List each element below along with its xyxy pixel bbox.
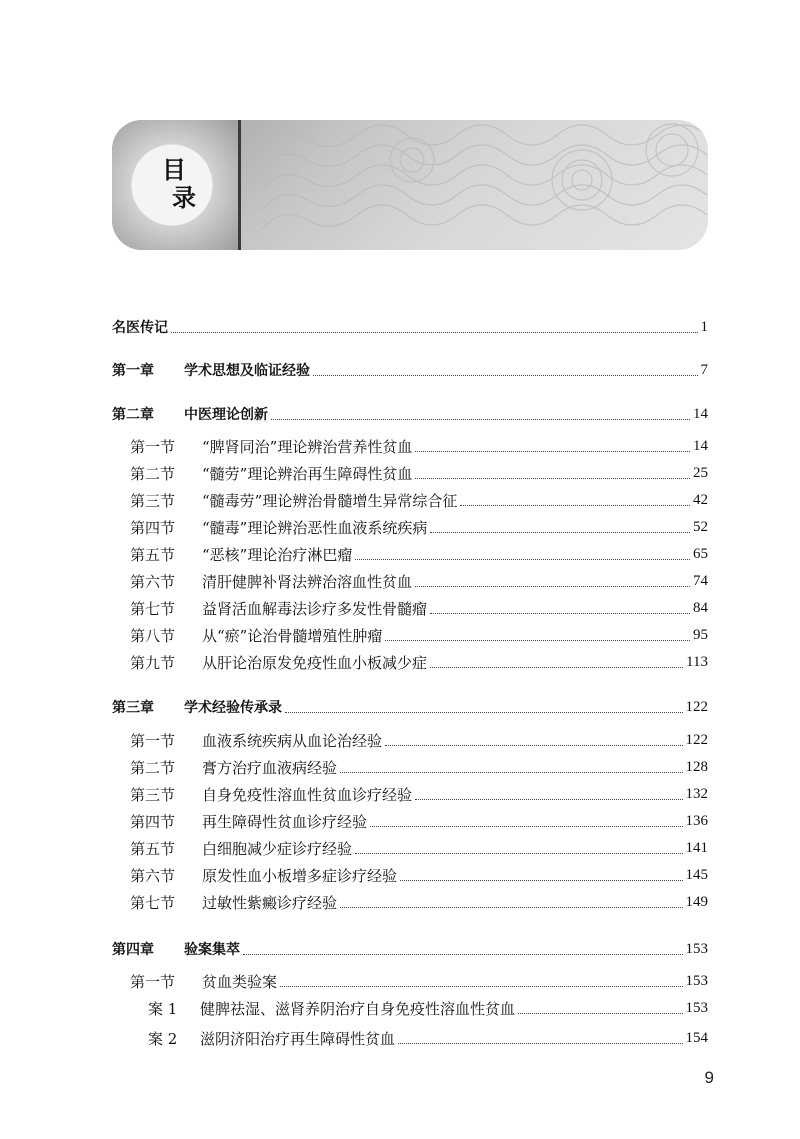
toc-entry-title: 学术经验传承录 [184,700,282,716]
toc-entry-title: “髓毒”理论辨治恶性血液系统疾病 [202,518,428,537]
toc-entry-number: 第六节 [130,572,176,591]
toc-entry-page: 95 [693,626,708,643]
toc-entry-title: “恶核”理论治疗淋巴瘤 [202,545,353,564]
dot-leader [415,799,682,800]
toc-entry-page: 113 [686,653,708,670]
dot-leader [280,986,682,987]
dot-leader [243,954,683,955]
banner-divider [238,120,241,250]
toc-entry[interactable] [112,781,708,807]
toc-entry-number: 第七节 [130,599,176,618]
toc-entry-title: 健脾祛湿、滋肾养阴治疗自身免疫性溶血性贫血 [200,999,516,1018]
toc-entry-page: 42 [693,491,708,508]
toc-entry[interactable] [112,314,708,340]
dot-leader [340,907,682,908]
toc-entry-page: 122 [685,698,708,715]
toc-entry[interactable] [112,541,708,567]
toc-entry-number: 第二章 [112,407,154,423]
toc-entry-page: 14 [693,437,708,454]
toc-entry-page: 128 [685,758,708,775]
page-title-char-1: 目 [162,156,186,184]
dot-leader [430,532,690,533]
toc-entry[interactable] [112,649,708,675]
toc-entry-number: 第七节 [130,893,176,912]
toc-entry[interactable] [112,727,708,753]
toc-entry-page: 84 [693,599,708,616]
toc-entry-number: 第二节 [130,464,176,483]
toc-entry[interactable] [112,595,708,621]
toc-entry-page: 7 [700,361,708,378]
toc-entry-page: 74 [693,572,708,589]
toc-entry-page: 14 [693,405,708,422]
toc-entry-title: 名医传记 [112,320,168,336]
toc-entry-page: 145 [685,866,708,883]
toc-entry[interactable] [112,889,708,915]
toc-entry[interactable] [112,808,708,834]
dot-leader [430,667,683,668]
toc-entry-number: 案 2 [148,1029,178,1048]
toc-entry[interactable] [112,936,708,962]
toc-entry-page: 25 [693,464,708,481]
page-title-char-2: 录 [172,184,196,212]
toc-entry-title: 益肾活血解毒法诊疗多发性骨髓瘤 [202,599,428,618]
toc-entry-number: 第八节 [130,626,176,645]
dot-leader [518,1013,682,1014]
page-title [154,156,194,212]
toc-entry-page: 1 [700,318,708,335]
page-number: 9 [704,1068,714,1087]
toc-entry-title: 过敏性紫癜诊疗经验 [202,893,338,912]
toc-entry-number: 第三节 [130,491,176,510]
toc-entry-number: 第四章 [112,942,154,958]
toc-entry[interactable] [112,995,708,1021]
toc-entry-page: 52 [693,518,708,535]
toc-entry-title: 中医理论创新 [184,407,268,423]
dot-leader [415,478,690,479]
toc-entry-title: 血液系统疾病从血论治经验 [202,731,383,750]
toc-entry-number: 第九节 [130,653,176,672]
dot-leader [385,640,690,641]
toc-entry-title: 贫血类验案 [202,972,278,991]
toc-entry-number: 第一章 [112,363,154,379]
toc-entry-number: 第四节 [130,812,176,831]
toc-entry-title: 自身免疫性溶血性贫血诊疗经验 [202,785,413,804]
toc-entry[interactable] [112,968,708,994]
toc-entry-title: “脾肾同治”理论辨治营养性贫血 [202,437,413,456]
toc-entry-page: 132 [685,785,708,802]
toc-entry[interactable] [112,835,708,861]
toc-entry-title: “髓劳”理论辨治再生障碍性贫血 [202,464,413,483]
toc-entry[interactable] [112,694,708,720]
dot-leader [398,1043,682,1044]
toc-entry-page: 153 [685,940,708,957]
toc-entry-title: 验案集萃 [184,942,240,958]
toc-entry[interactable] [112,460,708,486]
toc-entry-title: 白细胞减少症诊疗经验 [202,839,353,858]
toc-entry-page: 65 [693,545,708,562]
toc-entry-title: “髓毒劳”理论辨治骨髓增生异常综合征 [202,491,458,510]
dot-leader [340,772,682,773]
dot-leader [415,451,690,452]
toc-entry[interactable] [112,622,708,648]
toc-entry-page: 154 [685,1029,708,1046]
toc-entry-number: 第一节 [130,731,176,750]
toc-entry[interactable] [112,401,708,427]
toc-entry[interactable] [112,514,708,540]
toc-entry-number: 第一节 [130,437,176,456]
dot-leader [271,419,690,420]
toc-entry-title: 清肝健脾补肾法辨治溶血性贫血 [202,572,413,591]
toc-entry-title: 原发性血小板增多症诊疗经验 [202,866,398,885]
dot-leader [355,559,690,560]
dot-leader [460,505,690,506]
toc-entry[interactable] [112,433,708,459]
dot-leader [370,826,682,827]
toc-entry[interactable] [112,357,708,383]
toc-entry-number: 第五节 [130,839,176,858]
toc-entry-number: 第二节 [130,758,176,777]
toc-entry-page: 136 [685,812,708,829]
dot-leader [355,853,682,854]
dot-leader [313,375,698,376]
toc-entry-number: 第六节 [130,866,176,885]
toc-entry[interactable] [112,754,708,780]
toc-entry-number: 第五节 [130,545,176,564]
toc-entry-number: 第三节 [130,785,176,804]
dot-leader [385,745,682,746]
toc-entry[interactable] [112,568,708,594]
toc-entry-title: 学术思想及临证经验 [184,363,310,379]
toc-entry-title: 膏方治疗血液病经验 [202,758,338,777]
toc-entry-page: 149 [685,893,708,910]
dot-leader [400,880,682,881]
toc-entry-page: 153 [685,972,708,989]
toc-entry-page: 122 [685,731,708,748]
dot-leader [430,613,690,614]
toc-entry-title: 从“瘀”论治骨髓增殖性肿瘤 [202,626,383,645]
toc-entry-title: 再生障碍性贫血诊疗经验 [202,812,368,831]
toc-entry-number: 案 1 [148,999,178,1018]
toc-entry-title: 滋阴济阳治疗再生障碍性贫血 [200,1029,396,1048]
toc-entry-title: 从肝论治原发免疫性血小板减少症 [202,653,428,672]
dot-leader [171,332,698,333]
toc-entry[interactable] [112,862,708,888]
dot-leader [285,712,683,713]
toc-entry-number: 第一节 [130,972,176,991]
dot-leader [415,586,690,587]
toc-entry[interactable] [112,1025,708,1051]
toc-entry[interactable] [112,487,708,513]
toc-entry-page: 141 [685,839,708,856]
toc-header-banner [112,120,708,250]
toc-entry-page: 153 [685,999,708,1016]
toc-entry-number: 第四节 [130,518,176,537]
toc-entry-number: 第三章 [112,700,154,716]
